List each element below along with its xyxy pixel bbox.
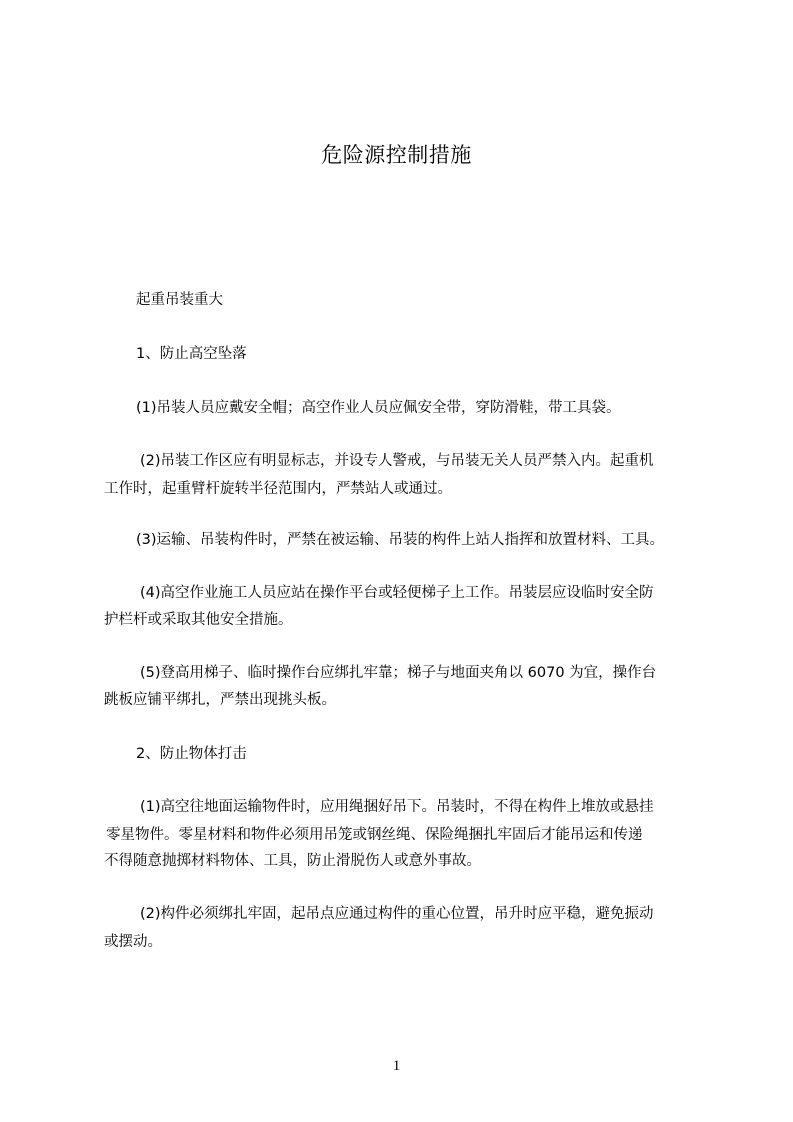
paragraph-2-2-line-2: 或摆动。 [104,934,162,950]
subsection-heading-2: 2、防止物体打击 [136,746,247,762]
paragraph-1-5-line-1: (5)登高用梯子、临时操作台应绑扎牢靠；梯子与地面夹角以 6070 为宜，操作台 [140,665,657,681]
paragraph-1-5-line-2: 跳板应铺平绑扎，严禁出现挑头板。 [104,692,336,708]
paragraph-2-1-line-2: 零星物件。零星材料和物件必须用吊笼或钢丝绳、保险绳捆扎牢固后才能吊运和传递 [106,827,643,843]
paragraph-1-2-line-2: 工作时，起重臂杆旋转半径范围内，严禁站人或通过。 [104,481,452,497]
paragraph-1-3: (3)运输、吊装构件时，严禁在被运输、吊装的构件上站人指挥和放置材料、工具。 [136,532,665,548]
paragraph-2-1-line-1: (1)高空往地面运输物件时，应用绳捆好吊下。吊装时，不得在构件上堆放或悬挂 [140,799,654,815]
paragraph-1-1: (1)吊装人员应戴安全帽；高空作业人员应佩安全带，穿防滑鞋，带工具袋。 [136,400,621,416]
paragraph-2-2-line-1: (2)构件必须绑扎牢固，起吊点应通过构件的重心位置，吊升时应平稳，避免振动 [140,906,654,922]
section-heading: 起重吊装重大 [136,292,223,308]
paragraph-1-4-line-1: (4)高空作业施工人员应站在操作平台或轻便梯子上工作。吊装层应设临时安全防 [140,585,654,601]
document-title: 危险源控制措施 [321,143,472,167]
paragraph-1-2-line-1: (2)吊装工作区应有明显标志，并设专人警戒，与吊装无关人员严禁入内。起重机 [140,453,654,469]
paragraph-1-4-line-2: 护栏杆或采取其他安全措施。 [104,612,293,628]
paragraph-2-1-line-3: 不得随意抛掷材料物体、工具，防止滑脱伤人或意外事故。 [104,853,481,869]
subsection-heading-1: 1、防止高空坠落 [136,346,247,362]
page-number: 1 [392,1058,401,1074]
